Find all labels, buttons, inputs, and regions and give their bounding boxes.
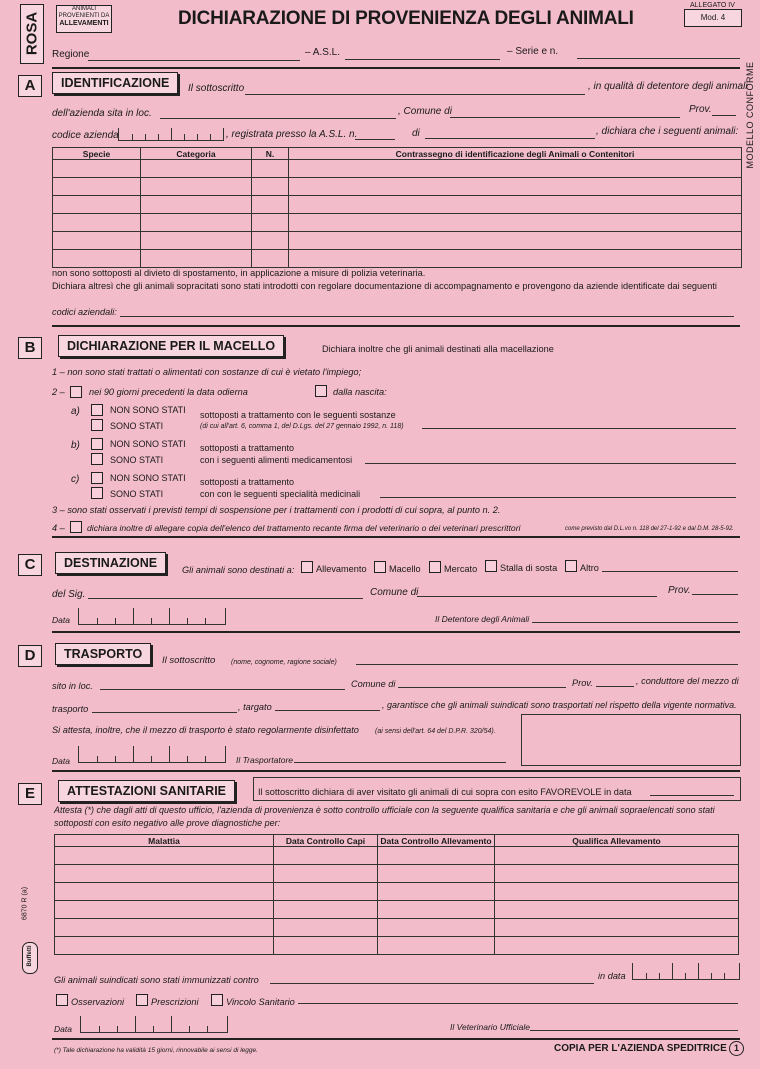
table-header-row — [53, 148, 742, 160]
veterinario-label: Il Veterinario Ufficiale — [450, 1022, 530, 1032]
modello-conforme-label: MODELLO CONFORME — [745, 61, 755, 169]
section-e-divider — [52, 1038, 740, 1040]
checkbox-vincolo[interactable] — [211, 994, 223, 1006]
destinazione-intro: Gli animali sono destinati a: — [182, 565, 295, 575]
option-osservazioni: Osservazioni — [71, 997, 125, 1007]
trasportatore-label: Il Trasportatore — [236, 755, 294, 765]
immunizzati-label: Gli animali suindicati sono stati immunizzati contro — [54, 975, 259, 985]
garantisce-label: , garantisce che gli animali suindicati sono trasportati nel rispetto della vigente normativa. — [382, 700, 737, 710]
a-non-sono-label: NON SONO STATI — [110, 405, 186, 415]
c-non-sono-label: NON SONO STATI — [110, 473, 186, 483]
serie-field[interactable] — [577, 58, 740, 59]
sig-label: del Sig. — [52, 589, 86, 600]
option-b-label: b) — [71, 440, 80, 451]
option-mercato: Mercato — [444, 564, 478, 574]
table-row[interactable] — [53, 232, 742, 250]
section-title-macello: DICHIARAZIONE PER IL MACELLO — [58, 335, 284, 357]
checkbox-b-non-sono[interactable] — [91, 438, 103, 450]
conduttore-label: , conduttore del mezzo di — [636, 676, 739, 686]
c-text-1: sottoposti a trattamento — [200, 477, 295, 487]
detentore-label: Il Detentore degli Animali — [435, 614, 530, 624]
comune-field[interactable] — [450, 117, 680, 118]
option-a-label: a) — [71, 406, 80, 417]
altro-field[interactable] — [602, 571, 738, 572]
a-sono-label: SONO STATI — [110, 421, 164, 431]
a-text: sottoposti a trattamento con le seguenti sostanze — [200, 410, 396, 420]
dichiara-label: , dichiara che i seguenti animali: — [596, 126, 739, 137]
table-row[interactable] — [53, 196, 742, 214]
table-row[interactable] — [53, 178, 742, 196]
comune-label: , Comune di — [398, 106, 452, 117]
table-row[interactable] — [55, 865, 739, 883]
b-field[interactable] — [365, 463, 736, 464]
section-title-identificazione: IDENTIFICAZIONE — [52, 72, 178, 94]
section-title-attestazioni: ATTESTAZIONI SANITARIE — [58, 780, 235, 802]
checkbox-macello[interactable] — [374, 561, 386, 573]
qualita-label: , in qualità di detentore degli animali — [588, 81, 748, 92]
col-categoria: Categoria — [141, 148, 252, 160]
data-d-field[interactable] — [78, 746, 226, 763]
document-title: DICHIARAZIONE DI PROVENIENZA DEGLI ANIMALI — [178, 8, 634, 29]
table-row[interactable] — [55, 883, 739, 901]
option-altro: Altro — [580, 563, 599, 573]
item-1: 1 – non sono stati trattati o alimentati con sostanze di cui è vietato l'impiego; — [52, 367, 362, 377]
copy-number-badge: 1 — [729, 1041, 744, 1056]
comune-c-label: Comune di — [370, 587, 419, 598]
checkbox-altro[interactable] — [565, 560, 577, 572]
b-text-2: con i seguenti alimenti medicamentosi — [200, 455, 353, 465]
table-row[interactable] — [53, 250, 742, 268]
prov-field[interactable] — [712, 115, 736, 116]
table-row[interactable] — [55, 847, 739, 865]
allegato-label: ALLEGATO IV — [690, 2, 735, 9]
sottoscritto-field[interactable] — [245, 94, 585, 95]
section-title-destinazione: DESTINAZIONE — [55, 552, 166, 574]
option-c-label: c) — [71, 474, 80, 485]
immunizzati-field[interactable] — [270, 983, 594, 984]
prov-c-label: Prov. — [668, 585, 691, 596]
in-data-label: in data — [598, 971, 626, 981]
item-2b-text: dalla nascita: — [333, 387, 387, 397]
checkbox-a-sono[interactable] — [91, 419, 103, 431]
codici-label: codici aziendali: — [52, 307, 117, 317]
visitato-data-field[interactable] — [650, 795, 734, 796]
targato-field[interactable] — [275, 710, 380, 711]
section-letter-c: C — [18, 554, 42, 576]
table-row[interactable] — [53, 214, 742, 232]
codici-field[interactable] — [120, 316, 734, 317]
checkbox-dalla-nascita[interactable] — [315, 385, 327, 397]
col-data-capi: Data Controllo Capi — [274, 835, 378, 847]
comune-c-field[interactable] — [417, 596, 657, 597]
a-field[interactable] — [422, 428, 736, 429]
asl-label: – A.S.L. — [305, 47, 341, 58]
azienda-label: dell'azienda sita in loc. — [52, 108, 152, 119]
item-2-text: nei 90 giorni precedenti la data odierna — [89, 387, 248, 397]
regione-label: Regione — [52, 49, 90, 60]
mod-box: Mod. 4 — [684, 9, 742, 27]
copy-label: COPIA PER L'AZIENDA SPEDITRICE — [554, 1043, 727, 1054]
animals-table — [52, 147, 742, 268]
in-data-field[interactable] — [632, 963, 740, 980]
checkbox-prescrizioni[interactable] — [136, 994, 148, 1006]
b-non-sono-label: NON SONO STATI — [110, 439, 186, 449]
checkbox-osservazioni[interactable] — [56, 994, 68, 1006]
diagnostic-table — [54, 834, 739, 955]
form-code: 6870 R (a) — [21, 886, 29, 921]
checkbox-a-non-sono[interactable] — [91, 404, 103, 416]
checkbox-allegare[interactable] — [70, 521, 82, 533]
section-c-divider — [52, 631, 740, 633]
checkbox-c-sono[interactable] — [91, 487, 103, 499]
data-e-label: Data — [54, 1024, 72, 1034]
section-b-divider — [52, 536, 740, 538]
col-data-allevamento: Data Controllo Allevamento — [378, 835, 495, 847]
table-header-row — [55, 835, 739, 847]
sottoscritto-d-label: Il sottoscritto — [162, 655, 216, 666]
section-d-divider — [52, 770, 740, 772]
section-title-trasporto: TRASPORTO — [55, 643, 151, 665]
item-3: 3 – sono stati osservati i previsti tempi di sospensione per i trattamenti con i prodotti di cui sopra, al punto n. 2. — [52, 505, 501, 515]
comune-d-field[interactable] — [398, 687, 566, 688]
footer-note: (*) Tale dichiarazione ha validità 15 giorni, rinnovabile ai sensi di legge. — [54, 1047, 258, 1054]
section-letter-b: B — [18, 337, 42, 359]
attesta-disinfezione: Si attesta, inoltre, che il mezzo di trasporto è stato regolarmente disinfettato — [52, 725, 359, 735]
data-c-field[interactable] — [78, 608, 226, 625]
visitato-text: Il sottoscritto dichiara di aver visitato gli animali di cui sopra con esito FAVOREVOLE in data — [258, 787, 632, 797]
macello-intro: Dichiara inoltre che gli animali destinati alla macellazione — [322, 344, 554, 354]
checkbox-b-sono[interactable] — [91, 453, 103, 465]
c-field[interactable] — [380, 497, 736, 498]
prov-d-field[interactable] — [596, 686, 634, 687]
table-row[interactable] — [53, 160, 742, 178]
osservazioni-field[interactable] — [298, 1003, 738, 1004]
targato-label: , targato — [238, 702, 272, 712]
asl-field[interactable] — [345, 59, 500, 60]
section-letter-e: E — [18, 783, 42, 805]
sito-field[interactable] — [100, 689, 345, 690]
asl-number-field[interactable] — [355, 139, 395, 140]
attesta-line-1: Attesta (*) che dagli atti di questo ufficio, l'azienda di provenienza è sotto controllo ufficiale con la seguente qualifica sanitaria e che gli animali sopraelencati sono stati — [54, 805, 715, 815]
sig-field[interactable] — [88, 598, 363, 599]
regione-field[interactable] — [88, 60, 300, 61]
section-letter-a: A — [18, 75, 42, 97]
trasporto-label: trasporto — [52, 704, 89, 714]
comune-d-label: Comune di — [351, 679, 396, 689]
veterinario-signature[interactable] — [530, 1030, 738, 1031]
item-4-text: dichiara inoltre di allegare copia dell'elenco del trattamento recante firma del veterinario o dei veterinari prescrittori — [87, 523, 521, 533]
codice-azienda-field[interactable] — [118, 128, 224, 141]
sottoscritto-label: Il sottoscritto — [188, 83, 245, 94]
header-divider — [52, 67, 740, 69]
serie-label: – Serie e n. — [507, 46, 559, 57]
item-4-num: 4 – — [52, 523, 65, 533]
prov-label: Prov. — [689, 104, 712, 115]
table-row[interactable] — [55, 901, 739, 919]
col-contrassegno: Contrassegno di identificazione degli Animali o Contenitori — [289, 148, 742, 160]
c-sono-label: SONO STATI — [110, 489, 164, 499]
checkbox-stalla[interactable] — [485, 560, 497, 572]
azienda-field[interactable] — [160, 118, 396, 119]
origin-box: ANIMALI PROVENIENTI DA ALLEVAMENTI — [56, 5, 112, 33]
registrata-label: , registrata presso la A.S.L. n. — [226, 129, 358, 140]
option-macello: Macello — [389, 564, 421, 574]
a-note: (di cui all'art. 6, comma 1, del D.Lgs. del 27 gennaio 1992, n. 118) — [200, 423, 404, 430]
trasportatore-signature[interactable] — [294, 762, 506, 763]
prov-d-label: Prov. — [572, 678, 593, 688]
prov-c-field[interactable] — [692, 594, 738, 595]
data-e-field[interactable] — [80, 1016, 228, 1033]
option-prescrizioni: Prescrizioni — [151, 997, 199, 1007]
sito-label: sito in loc. — [52, 681, 93, 691]
detentore-signature[interactable] — [532, 622, 738, 623]
c-text-2: con con le seguenti specialità medicinali — [200, 489, 361, 499]
data-d-label: Data — [52, 756, 70, 766]
attesta-note: (ai sensi dell'art. 64 del D.P.R. 320/54). — [375, 728, 496, 735]
section-a-divider — [52, 325, 740, 327]
col-qualifica: Qualifica Allevamento — [495, 835, 739, 847]
table-row[interactable] — [55, 937, 739, 955]
codice-label: codice azienda — [52, 130, 119, 141]
checkbox-mercato[interactable] — [429, 561, 441, 573]
checkbox-c-non-sono[interactable] — [91, 472, 103, 484]
b-text-1: sottoposti a trattamento — [200, 443, 295, 453]
checkbox-allevamento[interactable] — [301, 561, 313, 573]
col-n: N. — [252, 148, 289, 160]
stamp-box[interactable] — [521, 714, 741, 766]
col-specie: Specie — [53, 148, 141, 160]
b-sono-label: SONO STATI — [110, 455, 164, 465]
asl-di-field[interactable] — [425, 138, 595, 139]
sottoscritto-d-note: (nome, cognome, ragione sociale) — [231, 659, 337, 666]
note-polizia: non sono sottoposti al divieto di spostamento, in applicazione a misure di polizia veterinaria. — [52, 268, 426, 278]
section-letter-d: D — [18, 645, 42, 667]
trasporto-field[interactable] — [92, 712, 237, 713]
brand-logo: Buffetti — [22, 942, 38, 974]
table-row[interactable] — [55, 919, 739, 937]
checkbox-90-giorni[interactable] — [70, 386, 82, 398]
item-4-note: come previsto dal D.L.vo n. 118 del 27-1-92 e dal D.M. 28-5-92. — [565, 526, 734, 532]
option-stalla: Stalla di sosta — [500, 563, 558, 573]
attesta-line-2: sottoposti con esito negativo alle prove diagnostiche per: — [54, 818, 281, 828]
rosa-label: ROSA — [20, 4, 44, 64]
note-documentazione: Dichiara altresì che gli animali sopracitati sono stati introdotti con regolare documentazione di accompagnamento e provengono da aziende identificate dai seguenti — [52, 281, 717, 291]
sottoscritto-d-field[interactable] — [356, 664, 738, 665]
option-vincolo: Vincolo Sanitario — [226, 997, 295, 1007]
di-label: di — [412, 128, 420, 139]
col-malattia: Malattia — [55, 835, 274, 847]
item-2-num: 2 – — [52, 387, 65, 397]
data-c-label: Data — [52, 615, 70, 625]
option-allevamento: Allevamento — [316, 564, 367, 574]
